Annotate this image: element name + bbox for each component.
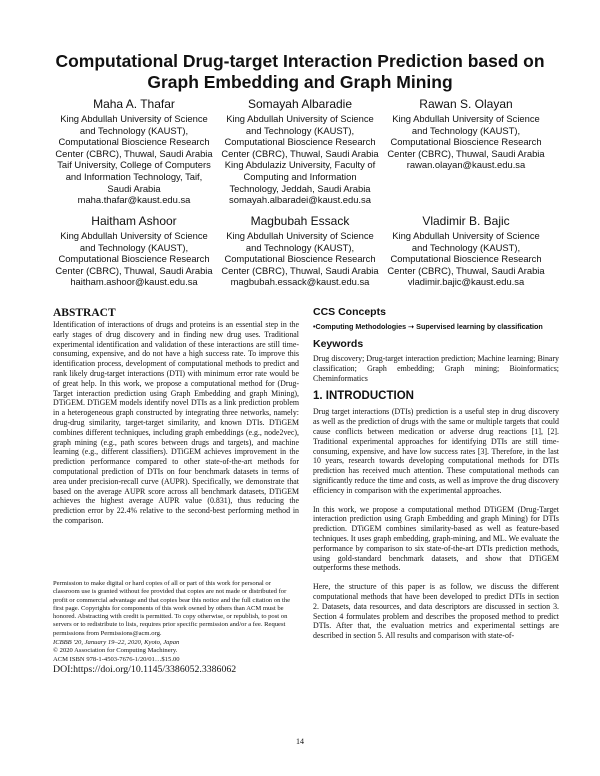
affiliation-line: Computational Bioscience Research — [224, 136, 376, 148]
affiliation-line: King Abdullah University of Science — [226, 113, 374, 124]
affiliation-line: and Information Technology, Taif, — [65, 170, 203, 182]
affiliation-line: Center (CBRC), Thuwal, Saudi Arabia — [55, 147, 213, 159]
author-name: Maha A. Thafar — [93, 97, 175, 111]
author-email[interactable]: somayah.albaradei@kaust.edu.sa — [229, 194, 371, 206]
author-email[interactable]: vladimir.bajic@kaust.edu.sa — [407, 276, 525, 288]
abstract-section — [53, 307, 299, 535]
affiliation-line: and Technology (KAUST), — [245, 124, 355, 136]
author-email[interactable]: maha.thafar@kaust.edu.sa — [77, 194, 191, 206]
abstract-heading: ABSTRACT — [53, 307, 116, 319]
affiliation-line: King Abdullah University of Science — [226, 230, 374, 241]
affiliation-line: and Technology (KAUST), — [411, 124, 521, 136]
affiliation-line: King Abdullah University of Science — [60, 230, 208, 241]
affiliation-line: and Technology (KAUST), — [79, 124, 189, 136]
intro-paragraph-2: In this work, we propose a computational method DTiGEM (Drug-Target interaction prediction using Graph Embedding and graph Mining) for DTIs prediction. DTiGEM combines similarity-based as well as feature-based techniques. It uses graph embedding, graph-mining, and ML. We evaluate the performance by comparison to six state-of-the-art DTIs prediction methods, using gold-standard benchmark datasets, and show that DTiGEM outperforms these methods. — [313, 504, 559, 573]
affiliation-line: and Technology (KAUST), — [245, 241, 355, 253]
author-block — [205, 214, 395, 288]
affiliation-line: Computational Bioscience Research — [58, 136, 210, 148]
keywords-heading: Keywords — [313, 338, 364, 350]
copyright-line: © 2020 Association for Computing Machinery. — [53, 647, 178, 655]
intro-paragraph-1: Drug target interactions (DTIs) prediction is a useful step in drug discovery as well as the prediction of drugs with the same or multiple targets that could cause conflicts between medication or adverse drug reactions [1], [2]. Traditional experimental approaches for identifying DTIs are still time- consuming, expensive, and have low success rates [3]. Therefore, in the last 10 years, research towards developing computational methods for DTIs prediction has received much attention. These computational methods can significantly reduce the time and costs, as well as improve the drug discovery efficiency in comparison with the experimental approaches. — [313, 407, 559, 495]
doi-link[interactable]: DOI:https://doi.org/10.1145/3386052.3386062 — [53, 663, 237, 675]
conference-info: ICBBB '20, January 19–22, 2020, Kyoto, Japan — [53, 639, 180, 647]
author-block — [205, 97, 395, 206]
ccs-text: •Computing Methodologies ➝ Supervised learning by classification — [313, 322, 543, 331]
affiliation-line: Saudi Arabia — [107, 182, 161, 194]
author-block — [39, 214, 229, 288]
author-email[interactable]: haitham.ashoor@kaust.edu.sa — [70, 276, 198, 288]
keywords-text: Drug discovery; Drug-target interaction prediction; Machine learning; Binary classification; Graph embedding; Graph mining; Bioinformatics; Cheminformatics — [313, 354, 559, 383]
affiliation-line: King Abdullah University of Science — [392, 230, 540, 241]
author-block — [39, 97, 229, 206]
page-number: 14 — [296, 737, 304, 746]
affiliation-line: and Technology (KAUST), — [79, 241, 189, 253]
affiliation-line: Computational Bioscience Research — [390, 253, 542, 265]
intro-paragraph-3: Here, the structure of this paper is as follow, we discuss the different computational methods that have been developed to predict DTIs in section 2. Datasets, data resources, and data descriptors are discussed in section 3. Section 4 formulates problem and describes the proposed method to predict DTIs. After that, the evaluation metrics and experimental settings are described in section 5. All results and comparison with state-of- — [313, 582, 559, 641]
author-email[interactable]: magbubah.essack@kaust.edu.sa — [230, 276, 370, 288]
affiliation-line: King Abdullah University of Science — [60, 113, 208, 124]
author-name: Magbubah Essack — [250, 214, 350, 228]
affiliation-line: Taif University, College of Computers — [57, 159, 211, 171]
affiliation-line: Center (CBRC), Thuwal, Saudi Arabia — [221, 147, 379, 159]
author-block — [371, 97, 561, 171]
affiliation-line: Center (CBRC), Thuwal, Saudi Arabia — [387, 147, 545, 159]
author-block — [371, 214, 561, 288]
author-name: Vladimir B. Bajic — [422, 214, 510, 228]
author-name: Somayah Albaradie — [247, 97, 353, 111]
affiliation-line: King Abdulaziz University, Faculty of — [224, 159, 376, 171]
affiliation-line: Center (CBRC), Thuwal, Saudi Arabia — [221, 264, 379, 276]
affiliation-line: Center (CBRC), Thuwal, Saudi Arabia — [387, 264, 545, 276]
author-name: Rawan S. Olayan — [419, 97, 513, 111]
isbn-line: ACM ISBN 978-1-4503-7676-1/20/01…$15.00 — [53, 655, 180, 663]
affiliation-line: Technology, Jeddah, Saudi Arabia — [229, 182, 371, 194]
affiliation-line: Computing and Information — [243, 170, 357, 182]
author-name: Haitham Ashoor — [91, 214, 177, 228]
permission-text: Permission to make digital or hard copies of all or part of this work for personal or classroom use is granted without fee provided that copies are not made or distributed for profit or commercial advantage and that copies bear this notice and the full citation on the first page. Copyrights for components of this work owned by others than ACM must be honored. Abstracting with credit is permitted. To copy otherwise, or republish, to post on servers or to redistribute to lists, requires prior specific permission and/or a fee. Request permissions from Permissions@acm.org. — [53, 580, 291, 637]
ccs-heading: CCS Concepts — [313, 306, 386, 318]
paper-title: Computational Drug-target Interaction Prediction based on Graph Embedding and Graph Mining — [55, 51, 545, 92]
intro-heading: 1. INTRODUCTION — [313, 390, 414, 403]
permission-block — [53, 580, 299, 676]
abstract-text: Identification of interactions of drugs and proteins is an essential step in the early stages of drug discovery and in finding new drug uses. Traditional experimental identification and validation of these interactions are still time-consuming, expensive, and do not have a high success rate. To improve this identification process, development of computational methods to predict and rank likely drug-target interactions (DTI) with minimum error rate would be of great help. In this work, we propose a computational method for (Drug-Target interaction prediction using Graph Embedding and graph Mining), DTiGEM. DTiGEM models identify novel DTIs as a link prediction problem in a heterogeneous graph constructed by integrating three networks, namely: drug-drug similarity, target-target similarity, and known DTIs. DTiGEM combines different techniques, including graph embeddings (e.g., node2vec), graph mining (e.g., path scores between drugs and targets), and machine learning (e.g., different classifiers). DTiGEM achieves improvement in the prediction performance compared to other state-of-the-art methods for computational prediction of DTIs on four benchmark datasets in terms of area under precision-recall curve (AUPR). Specifically, we demonstrate that based on the average AUPR score across all benchmark datasets, DTiGEM achieves the highest average AUPR value (0.831), thus reducing the prediction error by 22.4% relative to the second-best performing method in the comparison. — [53, 320, 299, 525]
affiliation-line: Computational Bioscience Research — [58, 253, 210, 265]
affiliation-line: Computational Bioscience Research — [224, 253, 376, 265]
right-column — [313, 306, 559, 650]
affiliation-line: Center (CBRC), Thuwal, Saudi Arabia — [55, 264, 213, 276]
affiliation-line: King Abdullah University of Science — [392, 113, 540, 124]
affiliation-line: and Technology (KAUST), — [411, 241, 521, 253]
affiliation-line: Computational Bioscience Research — [390, 136, 542, 148]
author-email[interactable]: rawan.olayan@kaust.edu.sa — [406, 159, 526, 171]
